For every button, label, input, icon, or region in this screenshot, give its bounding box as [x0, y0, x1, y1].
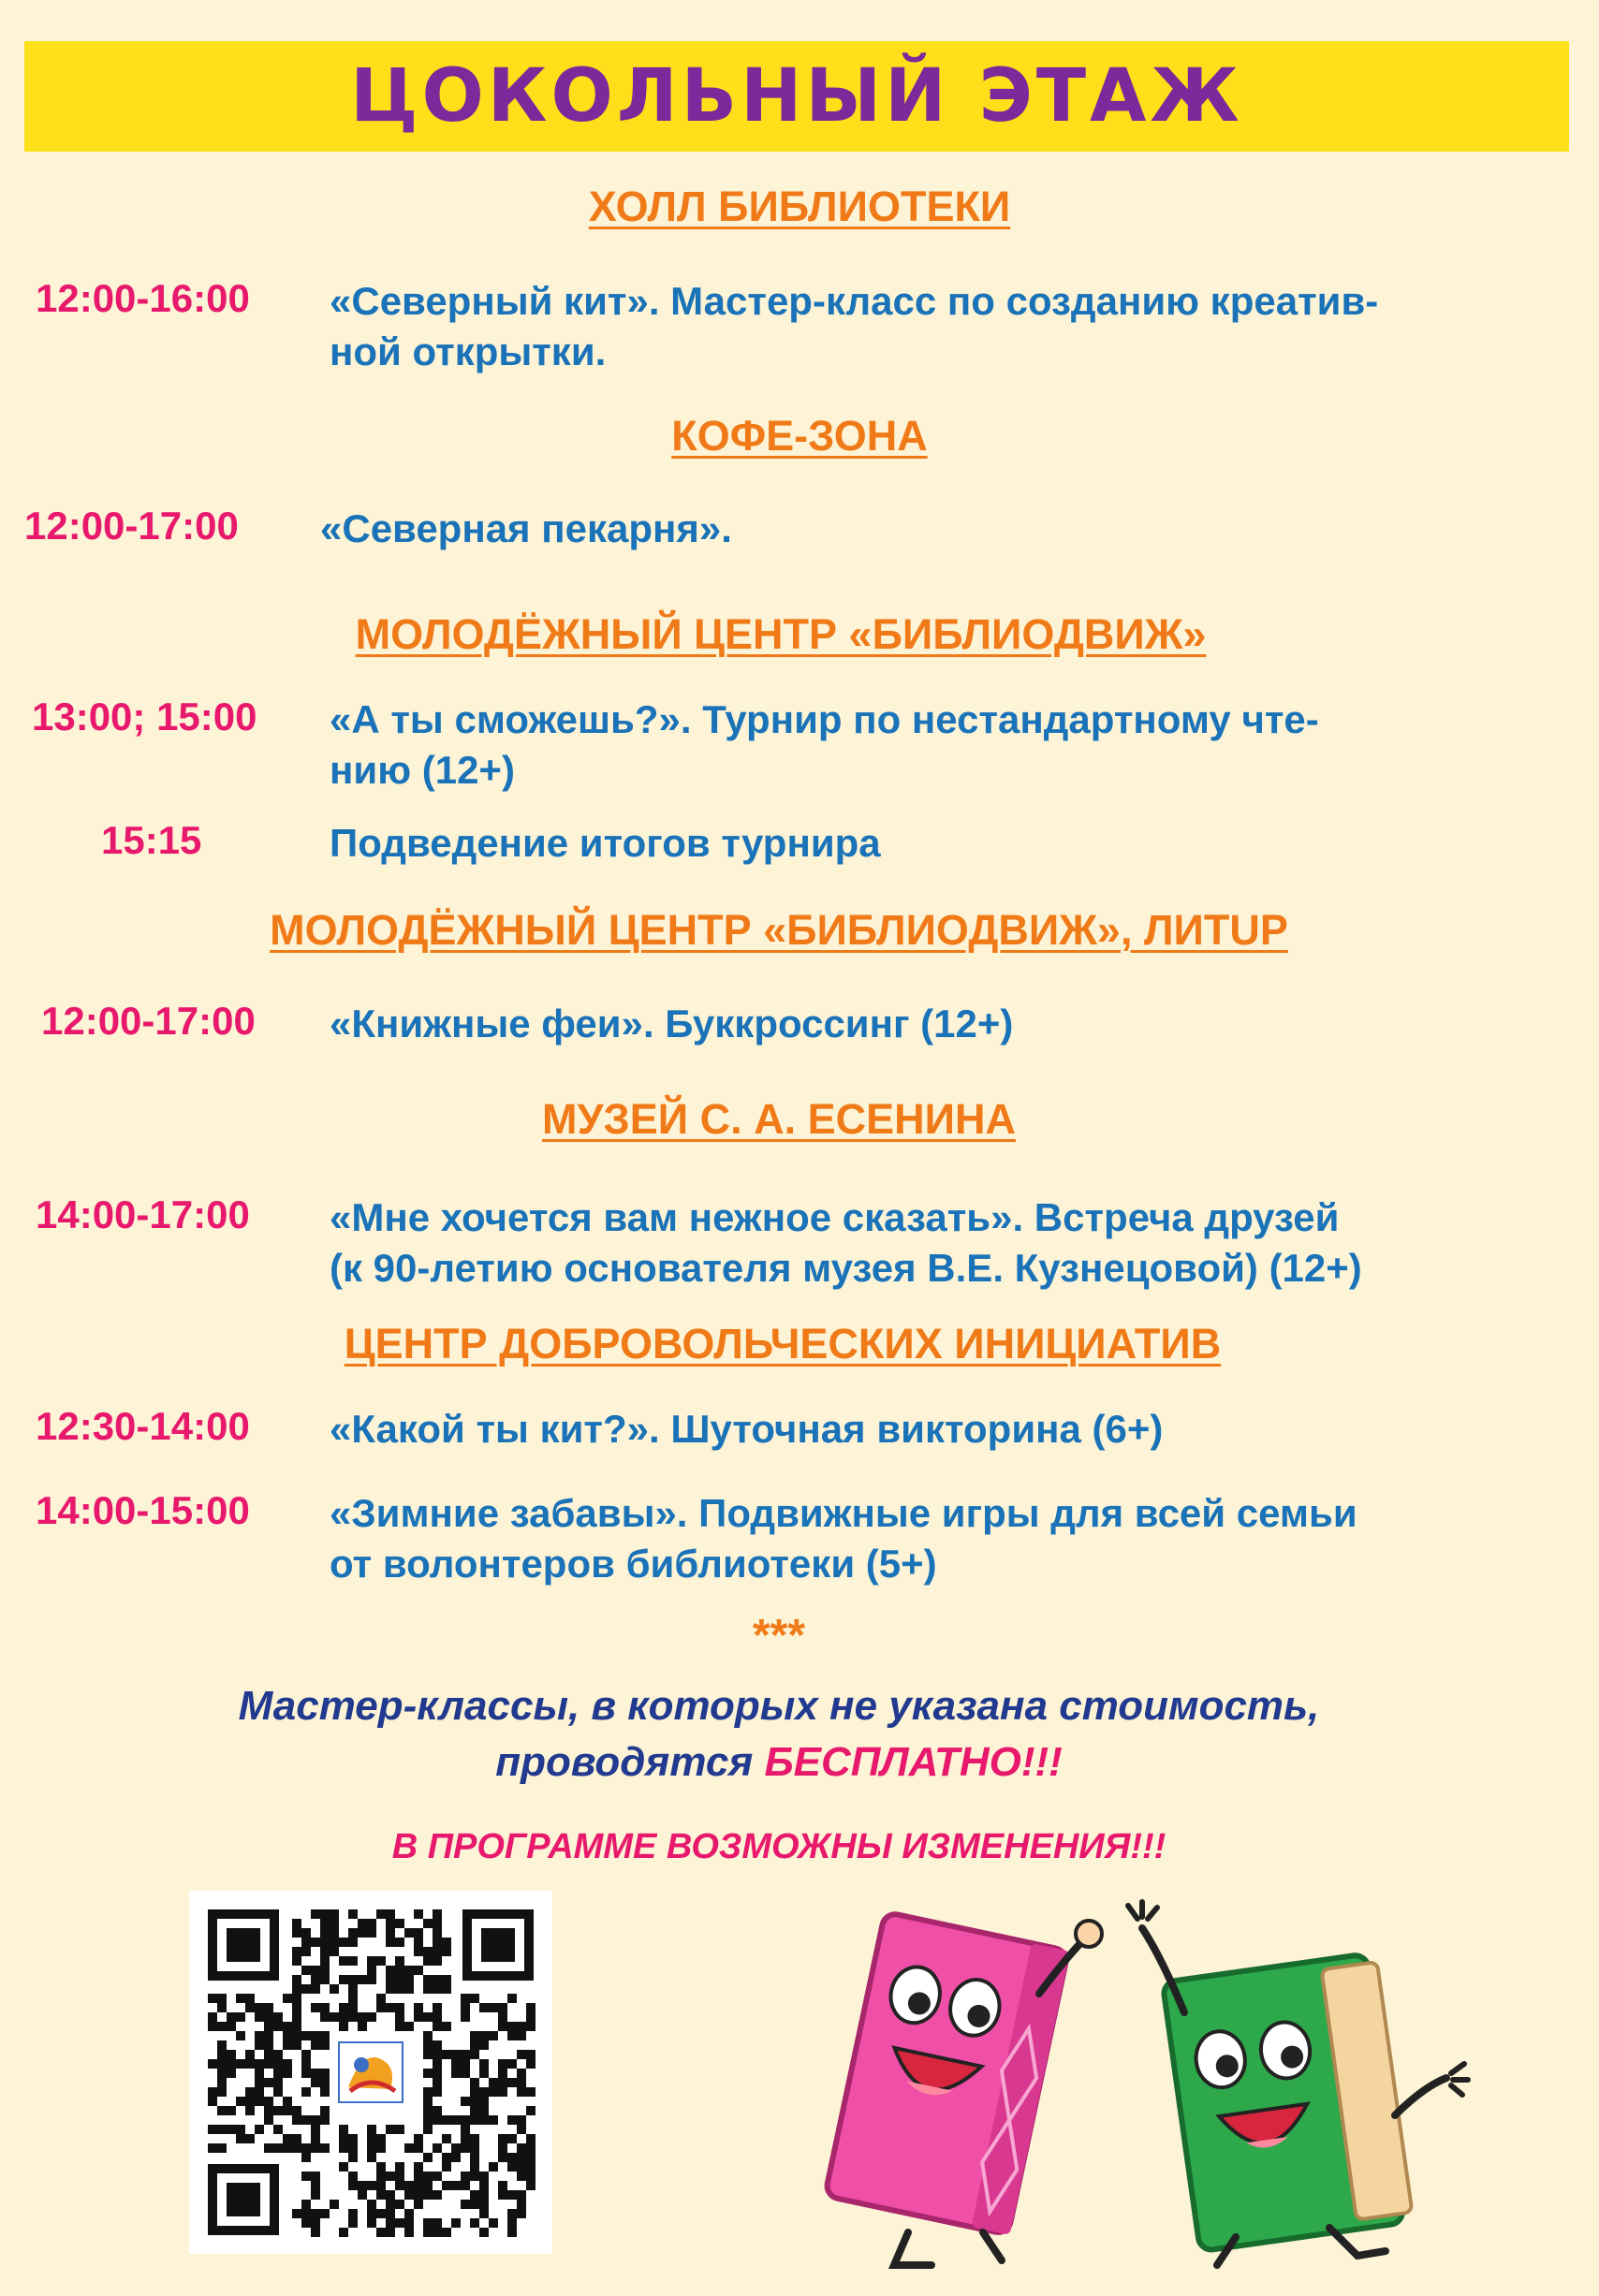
event-description	[330, 1192, 1537, 1294]
event-time: 15:15	[101, 818, 202, 862]
event-description	[330, 1404, 1537, 1455]
section-title-volunteer-center: ЦЕНТР ДОБРОВОЛЬЧЕСКИХ ИНИЦИАТИВ	[344, 1320, 1222, 1367]
event-line: «Книжные феи». Буккроссинг (12+)	[330, 1002, 1014, 1046]
event-description	[330, 818, 1537, 869]
event-description	[330, 276, 1537, 377]
event-description	[320, 504, 1528, 554]
free-note-line1: Мастер-классы, в которых не указана стоимость,	[238, 1683, 1320, 1729]
section-title-youth-center: МОЛОДЁЖНЫЙ ЦЕНТР «БИБЛИОДВИЖ»	[355, 610, 1207, 658]
event-line: «Какой ты кит?». Шуточная викторина (6+)	[330, 1407, 1164, 1451]
event-line: нию (12+)	[330, 748, 515, 792]
section-title-museum: МУЗЕЙ С. А. ЕСЕНИНА	[542, 1095, 1016, 1143]
event-line: от волонтеров библиотеки (5+)	[330, 1542, 937, 1586]
event-time: 13:00; 15:00	[32, 695, 257, 739]
page-title: ЦОКОЛЬНЫЙ ЭТАЖ	[350, 54, 1243, 139]
event-time: 12:00-16:00	[36, 276, 250, 320]
event-description	[330, 695, 1537, 796]
separator-stars: ***	[752, 1611, 806, 1660]
section-title-coffee: КОФЕ-ЗОНА	[671, 412, 928, 460]
qr-code-icon	[189, 1891, 552, 2254]
cartoon-books-icon	[768, 1881, 1479, 2274]
event-line: «Мне хочется вам нежное сказать». Встреча друзей	[330, 1195, 1340, 1239]
event-line: Подведение итогов турнира	[330, 821, 881, 865]
event-time: 14:00-17:00	[36, 1192, 250, 1236]
free-note	[0, 1678, 1578, 1791]
free-note-prefix: проводятся	[495, 1739, 765, 1785]
event-description	[330, 999, 1537, 1049]
event-time: 12:00-17:00	[41, 999, 256, 1043]
free-note-line2	[0, 1734, 1578, 1791]
event-line: «Северная пекарня».	[320, 506, 732, 550]
event-line: «А ты сможешь?». Турнир по нестандартному чте-	[330, 697, 1319, 741]
free-note-highlight: БЕСПЛАТНО!!!	[764, 1739, 1063, 1785]
section-title-youth-center-litup: МОЛОДЁЖНЫЙ ЦЕНТР «БИБЛИОДВИЖ», ЛИТUP	[270, 906, 1288, 954]
event-line: ной открытки.	[330, 329, 607, 373]
event-line: «Зимние забавы». Подвижные игры для всей семьи	[330, 1491, 1357, 1535]
event-line: «Северный кит». Мастер-класс по созданию креатив-	[330, 279, 1379, 323]
event-line: (к 90-летию основателя музея В.Е. Кузнецовой) (12+)	[330, 1246, 1362, 1290]
section-title-hall: ХОЛЛ БИБЛИОТЕКИ	[588, 183, 1011, 230]
changes-warning: В ПРОГРАММЕ ВОЗМОЖНЫ ИЗМЕНЕНИЯ!!!	[391, 1827, 1166, 1866]
event-time: 12:00-17:00	[24, 504, 239, 548]
title-banner	[24, 41, 1569, 152]
event-description	[330, 1488, 1537, 1589]
event-time: 14:00-15:00	[36, 1488, 250, 1532]
event-time: 12:30-14:00	[36, 1404, 250, 1448]
